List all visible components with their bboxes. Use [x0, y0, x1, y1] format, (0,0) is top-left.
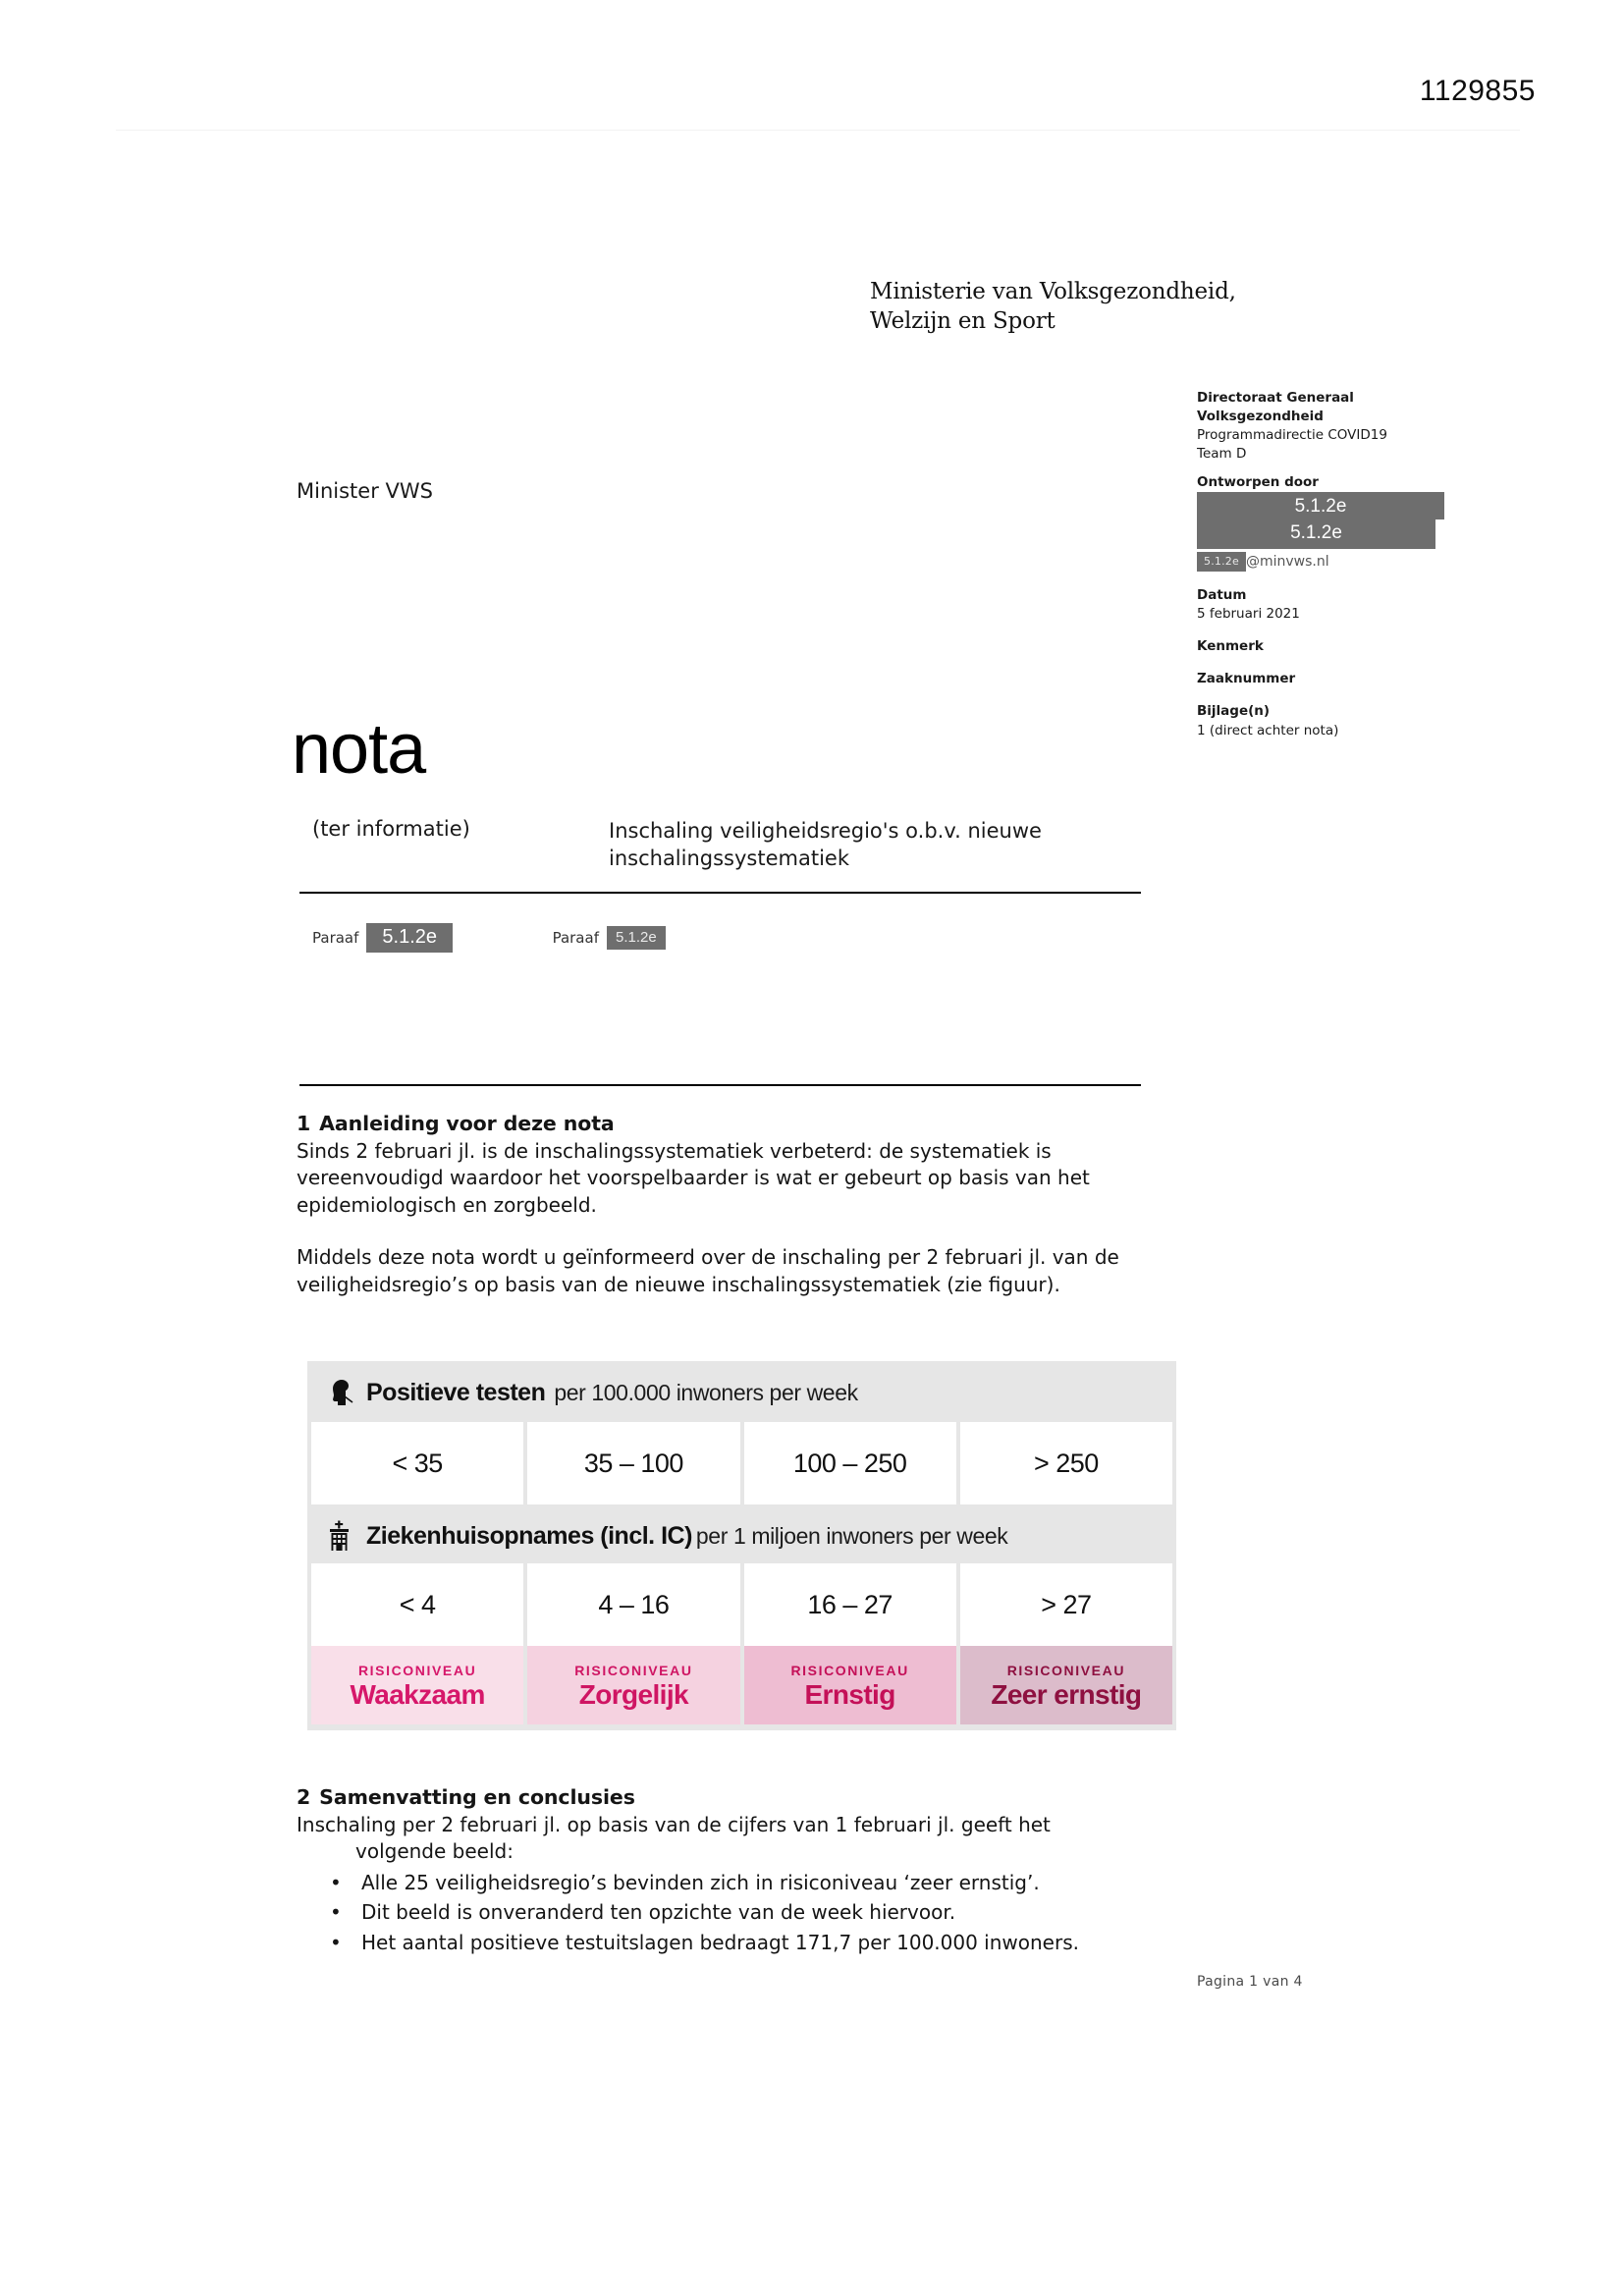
- figure-row-1-cells: [307, 1422, 1176, 1504]
- figure-row-2-subtitle: per 1 miljoen inwoners per week: [695, 1522, 1008, 1549]
- threshold-cell: 16 – 27: [744, 1563, 956, 1646]
- threshold-cell: > 250: [960, 1422, 1172, 1504]
- date-label: Datum: [1197, 586, 1247, 603]
- risk-level-cell: [527, 1646, 739, 1724]
- figure-spacer: [307, 1504, 1176, 1515]
- email-domain: @minvws.nl: [1245, 553, 1329, 570]
- risk-level-tag: RISICONIVEAU: [357, 1662, 477, 1678]
- paraaf-item-1: [312, 923, 453, 953]
- redaction-designed-by-2: 5.1.2e: [1197, 519, 1435, 549]
- risk-level-figure: [307, 1361, 1176, 1730]
- document-number: 1129855: [1419, 75, 1536, 107]
- top-divider: [116, 130, 1520, 131]
- page-title: nota: [292, 710, 426, 789]
- section-2: [297, 1785, 1161, 1957]
- risk-level-tag: RISICONIVEAU: [574, 1662, 693, 1678]
- designed-by-label: Ontworpen door: [1197, 473, 1319, 490]
- redaction-designed-by-1: 5.1.2e: [1197, 492, 1444, 520]
- bijlage-label: Bijlage(n): [1197, 703, 1271, 720]
- section-1-number: 1: [297, 1112, 311, 1135]
- head-with-swab-icon: [323, 1376, 356, 1409]
- list-item: • Alle 25 veiligheidsregio’s bevinden zich in risiconiveau ‘zeer ernstig’.: [361, 1868, 1161, 1897]
- list-item: • Dit beeld is onveranderd ten opzichte van de week hiervoor.: [361, 1897, 1161, 1927]
- programme-line: Programmadirectie COVID19: [1197, 427, 1387, 444]
- threshold-cell: 100 – 250: [744, 1422, 956, 1504]
- meta-spacer-4: [1197, 656, 1462, 670]
- section-2-bullet-list: [297, 1868, 1161, 1957]
- section-2-title: Samenvatting en conclusies: [319, 1785, 635, 1809]
- ministry-line-1: Ministerie van Volksgezondheid,: [870, 279, 1236, 304]
- risk-level-tag: RISICONIVEAU: [790, 1662, 909, 1678]
- risk-level-name: Waakzaam: [350, 1678, 485, 1710]
- section-1: [297, 1112, 1161, 1298]
- date-value: 5 februari 2021: [1197, 605, 1300, 622]
- divider-above-paraaf: [299, 892, 1141, 894]
- risk-level-name: Ernstig: [804, 1678, 895, 1710]
- redaction-paraaf-1: 5.1.2e: [366, 923, 453, 953]
- email-line: [1197, 552, 1462, 573]
- directorate-line-2: Volksgezondheid: [1197, 409, 1324, 425]
- addressee: Minister VWS: [297, 479, 433, 503]
- meta-spacer-5: [1197, 688, 1462, 702]
- figure-row-1-header: [307, 1361, 1176, 1422]
- risk-level-cell: [960, 1646, 1172, 1724]
- ministry-line-2: Welzijn en Sport: [870, 308, 1056, 335]
- figure-row-2-header: [307, 1515, 1176, 1563]
- threshold-cell: < 4: [311, 1563, 523, 1646]
- threshold-cell: 4 – 16: [527, 1563, 739, 1646]
- nota-subject: Inschaling veiligheidsregio's o.b.v. nieuwe inschalingssystematiek: [609, 819, 1042, 871]
- meta-spacer-2: [1197, 573, 1462, 586]
- section-1-paragraph-2: Middels deze nota wordt u geïnformeerd over de inschaling per 2 februari jl. van de veiligheidsregio’s op basis van de nieuwe inschalingssystematiek (zie figuur).: [297, 1245, 1119, 1296]
- section-1-heading: [297, 1112, 1161, 1135]
- section-1-title: Aanleiding voor deze nota: [319, 1112, 615, 1135]
- meta-sidebar: [1197, 389, 1462, 740]
- redaction-email-user: 5.1.2e: [1197, 552, 1246, 572]
- team-line: Team D: [1197, 446, 1247, 463]
- paraaf-label-2: Paraaf: [552, 929, 599, 947]
- section-2-intro-line-2: volgende beeld:: [355, 1839, 514, 1864]
- redaction-paraaf-2: 5.1.2e: [607, 926, 666, 950]
- risk-level-tag: RISICONIVEAU: [1006, 1662, 1126, 1678]
- divider-below-paraaf: [299, 1084, 1141, 1086]
- risk-level-name: Zeer ernstig: [991, 1678, 1142, 1710]
- nota-kind: (ter informatie): [312, 817, 470, 841]
- ministry-logo-text: [870, 277, 1236, 337]
- figure-row-2-title: Ziekenhuisopnames (incl. IC): [366, 1521, 692, 1550]
- paraaf-item-2: [553, 926, 666, 950]
- risk-level-cell: [744, 1646, 956, 1724]
- section-2-heading: [297, 1785, 1161, 1809]
- threshold-cell: < 35: [311, 1422, 523, 1504]
- page-footer: Pagina 1 van 4: [1197, 1974, 1303, 1990]
- threshold-cell: 35 – 100: [527, 1422, 739, 1504]
- section-1-paragraph-1: Sinds 2 februari jl. is de inschalingssystematiek verbeterd: de systematiek is vereenvoudigd waardoor het voorspelbaarder is wat er gebeurt op basis van het epidemiologisch en zorgbeeld.: [297, 1139, 1090, 1217]
- figure-row-2-cells: [307, 1563, 1176, 1646]
- figure-row-1-title: Positieve testen: [366, 1378, 546, 1406]
- section-2-intro-line-1: Inschaling per 2 februari jl. op basis van de cijfers van 1 februari jl. geeft het: [297, 1813, 1051, 1836]
- risk-level-cell: [311, 1646, 523, 1724]
- paraaf-label-1: Paraaf: [312, 929, 359, 947]
- meta-spacer: [1197, 465, 1462, 473]
- list-item: • Het aantal positieve testuitslagen bedraagt 171,7 per 100.000 inwoners.: [361, 1928, 1161, 1957]
- paraaf-row: [312, 923, 666, 953]
- meta-spacer-3: [1197, 624, 1462, 637]
- section-2-number: 2: [297, 1785, 311, 1809]
- risk-level-row: [307, 1646, 1176, 1730]
- threshold-cell: > 27: [960, 1563, 1172, 1646]
- figure-row-1-subtitle: per 100.000 inwoners per week: [554, 1379, 858, 1405]
- zaaknummer-label: Zaaknummer: [1197, 671, 1296, 687]
- hospital-icon: [323, 1519, 356, 1553]
- kenmerk-label: Kenmerk: [1197, 638, 1264, 655]
- directorate-line-1: Directoraat Generaal: [1197, 390, 1354, 406]
- risk-level-name: Zorgelijk: [578, 1678, 689, 1710]
- bijlage-value: 1 (direct achter nota): [1197, 722, 1339, 738]
